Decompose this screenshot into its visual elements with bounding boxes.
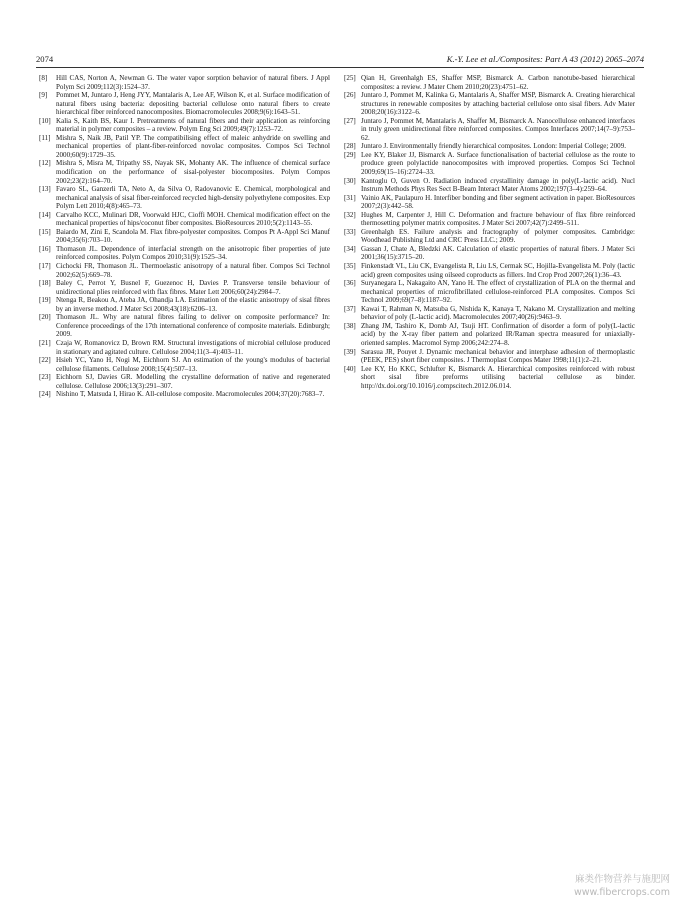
reference-number: [22] [39, 356, 51, 365]
reference-text: Juntaro J. Environmentally friendly hierarchical composites. London: Imperial College; 2009. [361, 142, 626, 151]
reference-number: [11] [39, 133, 51, 142]
reference-number: [32] [344, 210, 356, 219]
reference-text: Juntaro J, Pommet M, Mantalaris A, Shaffer M, Bismarck A. Nanocellulose enhanced interfaces in truly green unidirectional fibre reinforced composites. Compos Interfaces 2007;14(7–9):753–62. [361, 116, 635, 142]
reference-text: Favaro SL, Ganzerli TA, Neto A, da Silva O, Radovanovic E. Chemical, morphological and mechanical analysis of sisal fiber-reinforced recycled high-density polyethylene composites. Exp Polym Lett 2010;4(8):465–73. [56, 185, 330, 211]
reference-text: Thomason JL. Why are natural fibres failing to deliver on composite performance? In: Conference proceedings of the 17th international conference of composite materials. Edinburgh; 2009. [56, 313, 330, 339]
references-right-column [344, 74, 635, 390]
reference-item [39, 211, 330, 228]
reference-number: [33] [344, 227, 356, 236]
watermark-line-1: 麻类作物营养与施肥网 [574, 874, 670, 885]
reference-number: [8] [39, 74, 48, 82]
running-head: K.-Y. Lee et al./Composites: Part A 43 (2012) 2065–2074 [446, 54, 644, 64]
page-number: 2074 [36, 54, 54, 64]
reference-number: [13] [39, 185, 51, 194]
reference-text: Suryanegara L, Nakagaito AN, Yano H. The effect of crystallization of PLA on the thermal and mechanical properties of microfibrillated cellulose-reinforced PLA composites. Compos Sci Technol 2009;69(7–8):1187–92. [361, 279, 635, 305]
reference-item [344, 177, 635, 194]
reference-number: [35] [344, 262, 356, 271]
reference-number: [14] [39, 210, 51, 219]
reference-item [344, 322, 635, 348]
reference-number: [34] [344, 244, 356, 253]
reference-text: Pommet M, Juntaro J, Heng JYY, Mantalaris A, Lee AF, Wilson K, et al. Surface modification of natural fibers using bacteria: depositing bacterial cellulose onto natural fibers to create hierarchical fiber reinforced nanocomposites. Biomacromolecules 2008;9(6):1643–51. [56, 91, 330, 117]
reference-item [39, 228, 330, 245]
reference-item [39, 356, 330, 373]
reference-text: Juntaro J, Pommet M, Kalinka G, Mantalaris A, Shaffer MSP, Bismarck A. Creating hierarchical structures in renewable composites by attaching bacterial cellulose onto sisal fibers. Adv Mater 2008;20(16):3122–6. [361, 91, 635, 117]
reference-number: [31] [344, 193, 356, 202]
reference-text: Hill CAS, Norton A, Newman G. The water vapor sorption behavior of natural fibers. J Appl Polym Sci 2009;112(3):1524–37. [56, 74, 330, 91]
reference-item [344, 117, 635, 143]
reference-text: Sarasua JR, Pouyet J. Dynamic mechanical behavior and interphase adhesion of thermoplastic (PEEK, PES) short fiber composites. J Thermoplast Compos Mater 1998;11(1):2–21. [361, 347, 635, 365]
reference-item [344, 262, 635, 279]
reference-item [344, 151, 635, 177]
reference-item [39, 117, 330, 134]
reference-item [344, 348, 635, 365]
reference-item [39, 296, 330, 313]
reference-item [344, 142, 635, 151]
reference-text: Thomason JL. Dependence of interfacial strength on the anisotropic fiber properties of jute reinforced composites. Polym Compos 2010;31(9):1525–34. [56, 244, 330, 262]
reference-text: Eichhorn SJ, Davies GR. Modelling the crystalline deformation of native and regenerated cellulose. Cellulose 2006;13(3):291–307. [56, 373, 330, 390]
reference-item [39, 313, 330, 339]
watermark-line-2: www.fibercrops.com [573, 887, 670, 898]
reference-number: [24] [39, 390, 51, 399]
reference-text: Baley C, Perrot Y, Busnel F, Guezenoc H, Davies P. Transverse tensile behaviour of unidirectional plies reinforced with flax fibres. Mater Lett 2006;60(24):2984–7. [56, 279, 330, 296]
reference-text: Ntenga R, Beakou A, Ateba JA, Ohandja LA. Estimation of the elastic anisotropy of sisal fibres by an inverse method. J Mater Sci 2008;43(18):6206–13. [56, 296, 330, 313]
reference-item [39, 262, 330, 279]
reference-item [39, 185, 330, 211]
reference-number: [28] [344, 142, 356, 151]
reference-text: Hsieh YC, Yano H, Nogi M, Eichhorn SJ. An estimation of the young's modulus of bacterial cellulose filaments. Cellulose 2008;15(4):507–13. [56, 356, 330, 373]
reference-text: Mishra S, Naik JB, Patil YP. The compatibilising effect of maleic anhydride on swelling and mechanical properties of plant-fiber-reinforced novolac composites. Compos Sci Technol 2000;60(9):1729–35. [56, 133, 330, 159]
reference-number: [18] [39, 279, 51, 288]
reference-item [39, 339, 330, 356]
reference-text: Cichocki FR, Thomason JL. Thermoelastic anisotropy of a natural fiber. Compos Sci Technol 2002;62(5):669–78. [56, 262, 330, 279]
reference-number: [37] [344, 304, 356, 313]
reference-text: Kantoglu O, Guven O. Radiation induced crystallinity damage in poly(L-lactic acid). Nucl Instrum Methods Phys Res Sect B-Beam Interact Mater Atoms 2002;197(3–4):259–64. [361, 176, 635, 194]
reference-text: Carvalho KCC, Mulinari DR, Voorwald HJC, Cioffi MOH. Chemical modification effect on the mechanical properties of hips/coconut fiber composites. BioResources 2010;5(2):1143–55. [56, 210, 330, 228]
reference-item [344, 228, 635, 245]
reference-number: [16] [39, 244, 51, 253]
reference-text: Baiardo M, Zini E, Scandola M. Flax fibre-polyester composites. Compos Pt A-Appl Sci Manuf 2004;35(6):703–10. [56, 227, 330, 245]
reference-item [344, 211, 635, 228]
references-left-column [39, 74, 330, 399]
reference-number: [12] [39, 159, 51, 168]
reference-number: [27] [344, 116, 356, 125]
reference-item [39, 373, 330, 390]
reference-text: Finkenstadt VL, Liu CK, Evangelista R, Liu LS, Cermak SC, Hojilla-Evangelista M. Poly (lactic acid) green composites using oilseed coproducts as fillers. Ind Crop Prod 2007;26(1):36–43. [361, 262, 635, 279]
reference-item [344, 245, 635, 262]
reference-text: Gassan J, Chate A, Bledzki AK. Calculation of elastic properties of natural fibers. J Mater Sci 2001;36(15):3715–20. [361, 244, 635, 262]
reference-item [344, 279, 635, 305]
reference-number: [21] [39, 338, 51, 347]
reference-text: Greenhalgh ES. Failure analysis and fractography of polymer composites. Cambridge: Woodhead Publishing Ltd and CRC Press LLC.; 2009. [361, 227, 635, 245]
reference-item [39, 159, 330, 185]
reference-number: [10] [39, 116, 51, 125]
reference-number: [29] [344, 150, 356, 159]
reference-item [39, 245, 330, 262]
reference-number: [23] [39, 373, 51, 382]
reference-item [39, 74, 330, 91]
reference-number: [15] [39, 227, 51, 236]
reference-number: [25] [344, 74, 356, 82]
reference-item [39, 91, 330, 117]
reference-number: [9] [39, 91, 48, 100]
reference-item [344, 91, 635, 117]
reference-number: [30] [344, 176, 356, 185]
reference-item [344, 74, 635, 91]
reference-item [39, 134, 330, 160]
reference-item [344, 194, 635, 211]
reference-text: Lee KY, Ho KKC, Schlufter K, Bismarck A. Hierarchical composites reinforced with robust short sisal fibre preforms utilising bacterial cellulose as binder. http://dx.doi.org/10.1016/j.compscitech.2012.06.014. [361, 364, 635, 390]
reference-text: Nishino T, Matsuda I, Hirao K. All-cellulose composite. Macromolecules 2004;37(20):7683–7. [56, 390, 325, 399]
reference-number: [26] [344, 91, 356, 100]
header-rule [36, 67, 644, 68]
reference-item [39, 390, 330, 399]
reference-item [344, 305, 635, 322]
reference-number: [17] [39, 262, 51, 271]
reference-number: [39] [344, 347, 356, 356]
reference-item [344, 365, 635, 391]
reference-number: [19] [39, 296, 51, 305]
page-header [36, 54, 644, 68]
reference-text: Kawai T, Rahman N, Matsuba G, Nishida K, Kanaya T, Nakano M. Crystallization and melting behavior of poly (L-lactic acid). Macromolecules 2007;40(26):9463–9. [361, 304, 635, 322]
reference-text: Czaja W, Romanovicz D, Brown RM. Structural investigations of microbial cellulose produced in stationary and agitated culture. Cellulose 2004;11(3–4):403–11. [56, 338, 330, 356]
reference-text: Hughes M, Carpenter J, Hill C. Deformation and fracture behaviour of flax fibre reinforced thermosetting polymer matrix composites. J Mater Sci 2007;42(7):2499–511. [361, 210, 635, 228]
reference-text: Qian H, Greenhalgh ES, Shaffer MSP, Bismarck A. Carbon nanotube-based hierarchical composites: a review. J Mater Chem 2010;20(23):4751–62. [361, 74, 635, 91]
reference-number: [38] [344, 321, 356, 330]
reference-number: [20] [39, 313, 51, 322]
reference-text: Kalia S, Kaith BS, Kaur I. Pretreatments of natural fibers and their application as reinforcing material in polymer composites – a review. Polym Eng Sci 2009;49(7):1253–72. [56, 116, 330, 134]
reference-text: Zhang JM, Tashiro K, Domb AJ, Tsuji HT. Confirmation of disorder a form of poly(L-lactic acid) by the X-ray fiber pattern and polarized IR/Raman spectra measured for uniaxially-oriented samples. Macromol Symp 2006;242:274–8. [361, 321, 635, 347]
reference-number: [36] [344, 279, 356, 288]
reference-number: [40] [344, 364, 356, 373]
reference-item [39, 279, 330, 296]
reference-text: Vainio AK, Paulapuro H. Interfiber bonding and fiber segment activation in paper. BioResources 2007;2(3):442–58. [361, 193, 635, 211]
reference-text: Mishra S, Misra M, Tripathy SS, Nayak SK, Mohanty AK. The influence of chemical surface modification on the performance of sisal-polyester biocomposites. Polym Compos 2002;23(2):164–70. [56, 159, 330, 185]
reference-text: Lee KY, Blaker JJ, Bismarck A. Surface functionalisation of bacterial cellulose as the route to produce green polylactide nanocomposites with improved properties. Compos Sci Technol 2009;69(15–16):2724–33. [361, 150, 635, 177]
watermark [574, 873, 670, 899]
